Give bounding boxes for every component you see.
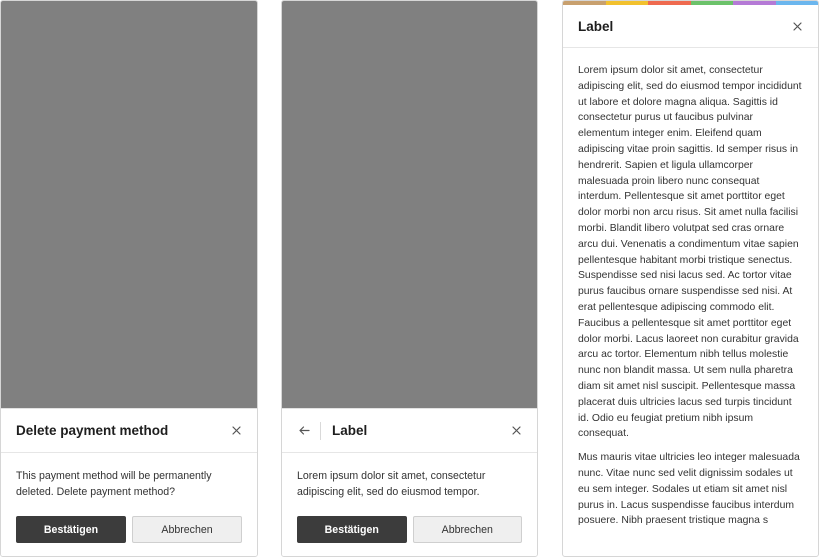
- confirm-button[interactable]: Bestätigen: [16, 516, 126, 543]
- sheet-message: Lorem ipsum dolor sit amet, consectetur adipiscing elit, sed do eiusmod tempor.: [297, 470, 486, 498]
- header-divider: [320, 422, 321, 440]
- panel-paragraph: Mus mauris vitae ultricies leo integer malesuada nunc. Vitae nunc sed velit dignissim sodales ut eu sem integer. Sodales ut etiam sit amet nisl purus in. Lacus suspendisse faucibus interdum posuere. Nibh praesent tristique magna s: [578, 452, 800, 527]
- close-icon[interactable]: [790, 19, 804, 33]
- cancel-button[interactable]: Abbrechen: [132, 516, 242, 543]
- backdrop-overlay[interactable]: [282, 1, 537, 408]
- panel-paragraph: Lorem ipsum dolor sit amet, consectetur adipiscing elit, sed do eiusmod tempor incididunt ut labore et dolore magna aliqua. Sagittis id consectetur purus ut faucibus pulvinar elementum integer enim. Eleifend quam adipiscing vitae proin sagittis. Id semper risus in hendrerit. Sapien et ligula ullamcorper malesuada proin libero nunc consequat interdum. Pellentesque sit amet porttitor eget dolor morbi non arcu risus. Sit amet nulla facilisi morbi. Blandit libero volutpat sed cras ornare arcu dui. Venenatis a condimentum vitae sapien pellentesque habitant morbi tristique senectus. Suspendisse sed nisi lacus sed. Ac tortor vitae purus faucibus ornare suspendisse sed nisi. At erat pellentesque adipiscing commodo elit. Faucibus a pellentesque sit amet porttitor eget dolor morbi. Lacus laoreet non curabitur gravida arcu ac tortor. Elementum nibh tellus molestie nunc non blandit massa. Ut sem nulla pharetra diam sit amet nisl suscipit. Pellentesque massa placerat duis ultricies lacus sed turpis tincidunt id. Odio eu feugiat pretium nibh ipsum consequat.: [578, 65, 802, 440]
- panel-body[interactable]: [578, 63, 804, 556]
- button-row: [297, 516, 522, 543]
- screen-label-dialog: [281, 0, 538, 557]
- sheet-message: This payment method will be permanently deleted. Delete payment method?: [16, 470, 212, 498]
- sheet-title: Label: [332, 423, 368, 438]
- confirm-button[interactable]: Bestätigen: [297, 516, 407, 543]
- screen-delete-dialog: [0, 0, 258, 557]
- close-icon[interactable]: [509, 424, 523, 438]
- panel-title: Label: [578, 18, 614, 34]
- bottom-sheet: [1, 408, 257, 556]
- close-icon[interactable]: [229, 424, 243, 438]
- sheet-title: Delete payment method: [16, 423, 169, 438]
- backdrop-overlay[interactable]: [1, 1, 257, 408]
- panel-header: [563, 5, 818, 48]
- bottom-sheet: [282, 408, 537, 556]
- button-row: [16, 516, 242, 543]
- sheet-header: [1, 409, 257, 453]
- sheet-header: [282, 409, 537, 453]
- cancel-button[interactable]: Abbrechen: [413, 516, 523, 543]
- screen-label-panel: [562, 0, 819, 557]
- arrow-left-icon[interactable]: [297, 424, 311, 438]
